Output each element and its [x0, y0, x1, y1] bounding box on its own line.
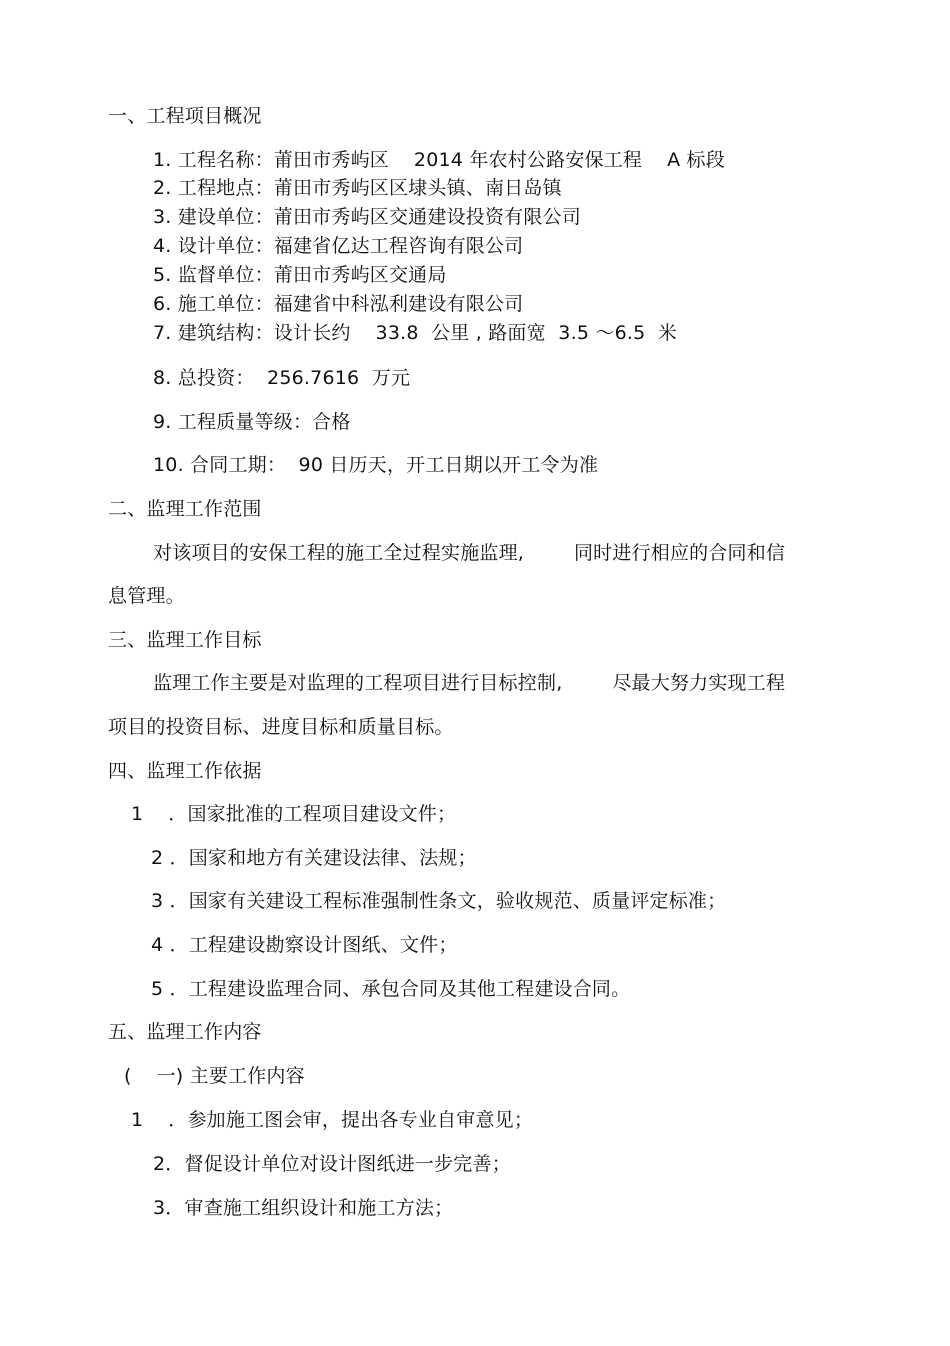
overview-item-client: 3. 建设单位：莆田市秀屿区交通建设投资有限公司: [153, 206, 581, 228]
section-heading-goals: 三、监理工作目标: [108, 629, 262, 651]
overview-item-contractor: 6. 施工单位：福建省中科泓利建设有限公司: [153, 293, 524, 315]
overview-item-investment: 8. 总投资： 256.7616 万元: [153, 367, 411, 389]
content-subheading: ( 一) 主要工作内容: [124, 1065, 305, 1087]
content-list-item: 3．审查施工组织设计和施工方法；: [153, 1197, 454, 1219]
basis-list-item: 3 ．国家有关建设工程标准强制性条文，验收规范、质量评定标准；: [151, 890, 727, 912]
goals-paragraph-line: 项目的投资目标、进度目标和质量目标。: [108, 716, 454, 738]
overview-item-project-location: 2. 工程地点：莆田市秀屿区区埭头镇、南日岛镇: [153, 177, 562, 199]
overview-item-designer: 4. 设计单位：福建省亿达工程咨询有限公司: [153, 235, 524, 257]
basis-list-item: 5 ．工程建设监理合同、承包合同及其他工程建设合同。: [151, 978, 631, 1000]
content-list-item: 1 ．参加施工图会审，提出各专业自审意见；: [131, 1109, 534, 1131]
section-heading-scope: 二、监理工作范围: [108, 498, 262, 520]
section-heading-overview: 一、工程项目概况: [108, 105, 262, 127]
section-heading-basis: 四、监理工作依据: [108, 760, 262, 782]
section-heading-content: 五、监理工作内容: [108, 1021, 262, 1043]
overview-item-project-name: 1. 工程名称：莆田市秀屿区 2014 年农村公路安保工程 A 标段: [153, 149, 725, 171]
scope-paragraph-line: 对该项目的安保工程的施工全过程实施监理, 同时进行相应的合同和信: [153, 542, 786, 564]
overview-item-supervisor: 5. 监督单位：莆田市秀屿区交通局: [153, 264, 447, 286]
scope-paragraph-line: 息管理。: [108, 585, 185, 607]
overview-item-structure: 7. 建筑结构：设计长约 33.8 公里 , 路面宽 3.5 ～6.5 米: [153, 322, 678, 344]
basis-list-item: 1 ．国家批准的工程项目建设文件；: [131, 803, 457, 825]
basis-list-item: 4 ．工程建设勘察设计图纸、文件；: [151, 934, 458, 956]
overview-item-quality-grade: 9. 工程质量等级：合格: [153, 411, 351, 433]
overview-item-contract-period: 10. 合同工期： 90 日历天，开工日期以开工令为准: [153, 454, 599, 476]
goals-paragraph-line: 监理工作主要是对监理的工程项目进行目标控制, 尽最大努力实现工程: [153, 672, 786, 694]
basis-list-item: 2 ．国家和地方有关建设法律、法规；: [151, 847, 477, 869]
content-list-item: 2．督促设计单位对设计图纸进一步完善；: [153, 1153, 511, 1175]
